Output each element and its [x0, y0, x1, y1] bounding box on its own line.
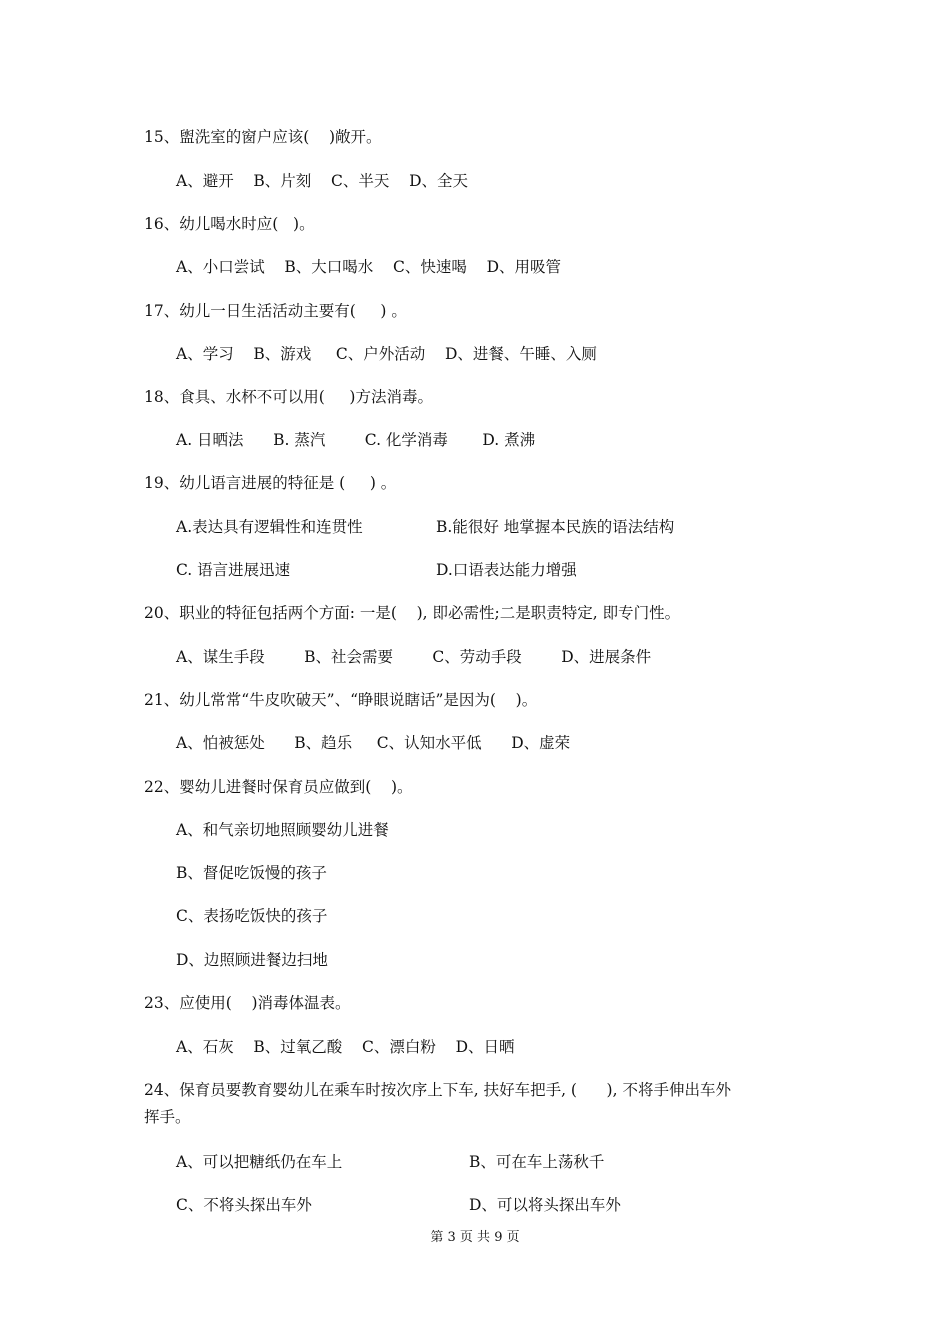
question-15-options: A、避开 B、片刻 C、半天 D、全天 — [176, 172, 468, 190]
question-19-stem: 19、幼儿语言进展的特征是 ( ) 。 — [144, 474, 397, 492]
question-18-stem: 18、食具、水杯不可以用( )方法消毒。 — [144, 388, 433, 406]
page-number-footer: 第 3 页 共 9 页 — [430, 1230, 520, 1245]
question-19-option-d: D.口语表达能力增强 — [436, 561, 577, 579]
question-24-option-b: B、可在车上荡秋千 — [469, 1153, 605, 1171]
question-22-option-d: D、边照顾进餐边扫地 — [176, 951, 328, 969]
question-21-options: A、怕被惩处 B、趋乐 C、认知水平低 D、虚荣 — [176, 734, 571, 752]
question-23-stem: 23、应使用( )消毒体温表。 — [144, 994, 351, 1012]
question-24-option-d: D、可以将头探出车外 — [469, 1196, 621, 1214]
question-24-option-a: A、可以把糖纸仍在车上 — [176, 1153, 343, 1171]
question-23-options: A、石灰 B、过氧乙酸 C、漂白粉 D、日晒 — [176, 1038, 515, 1056]
question-22-option-b: B、督促吃饭慢的孩子 — [176, 864, 327, 882]
question-24-option-c: C、不将头探出车外 — [176, 1196, 312, 1214]
question-16-stem: 16、幼儿喝水时应( )。 — [144, 215, 315, 233]
question-24-stem-line2: 挥手。 — [144, 1108, 191, 1126]
question-20-stem: 20、职业的特征包括两个方面: 一是( ), 即必需性;二是职责特定, 即专门性。 — [144, 604, 681, 622]
question-24-stem-line1: 24、保育员要教育婴幼儿在乘车时按次序上下车, 扶好车把手, ( ), 不将手伸出车外 — [144, 1081, 731, 1099]
question-19-option-b: B.能很好 地掌握本民族的语法结构 — [436, 518, 675, 536]
question-22-stem: 22、婴幼儿进餐时保育员应做到( )。 — [144, 778, 413, 796]
question-17-options: A、学习 B、游戏 C、户外活动 D、进餐、午睡、入厕 — [176, 345, 597, 363]
question-19-option-c: C. 语言进展迅速 — [176, 561, 291, 579]
question-17-stem: 17、幼儿一日生活活动主要有( ) 。 — [144, 302, 407, 320]
question-20-options: A、谋生手段 B、社会需要 C、劳动手段 D、进展条件 — [176, 648, 652, 666]
question-16-options: A、小口尝试 B、大口喝水 C、快速喝 D、用吸管 — [176, 258, 561, 276]
question-19-option-a: A.表达具有逻辑性和连贯性 — [176, 518, 363, 536]
question-21-stem: 21、幼儿常常“牛皮吹破天”、“睁眼说瞎话”是因为( )。 — [144, 691, 538, 709]
question-22-option-c: C、表扬吃饭快的孩子 — [176, 907, 328, 925]
question-15-stem: 15、盥洗室的窗户应该( )敞开。 — [144, 128, 382, 146]
question-22-option-a: A、和气亲切地照顾婴幼儿进餐 — [176, 821, 389, 839]
question-18-options: A. 日晒法 B. 蒸汽 C. 化学消毒 D. 煮沸 — [176, 431, 536, 449]
